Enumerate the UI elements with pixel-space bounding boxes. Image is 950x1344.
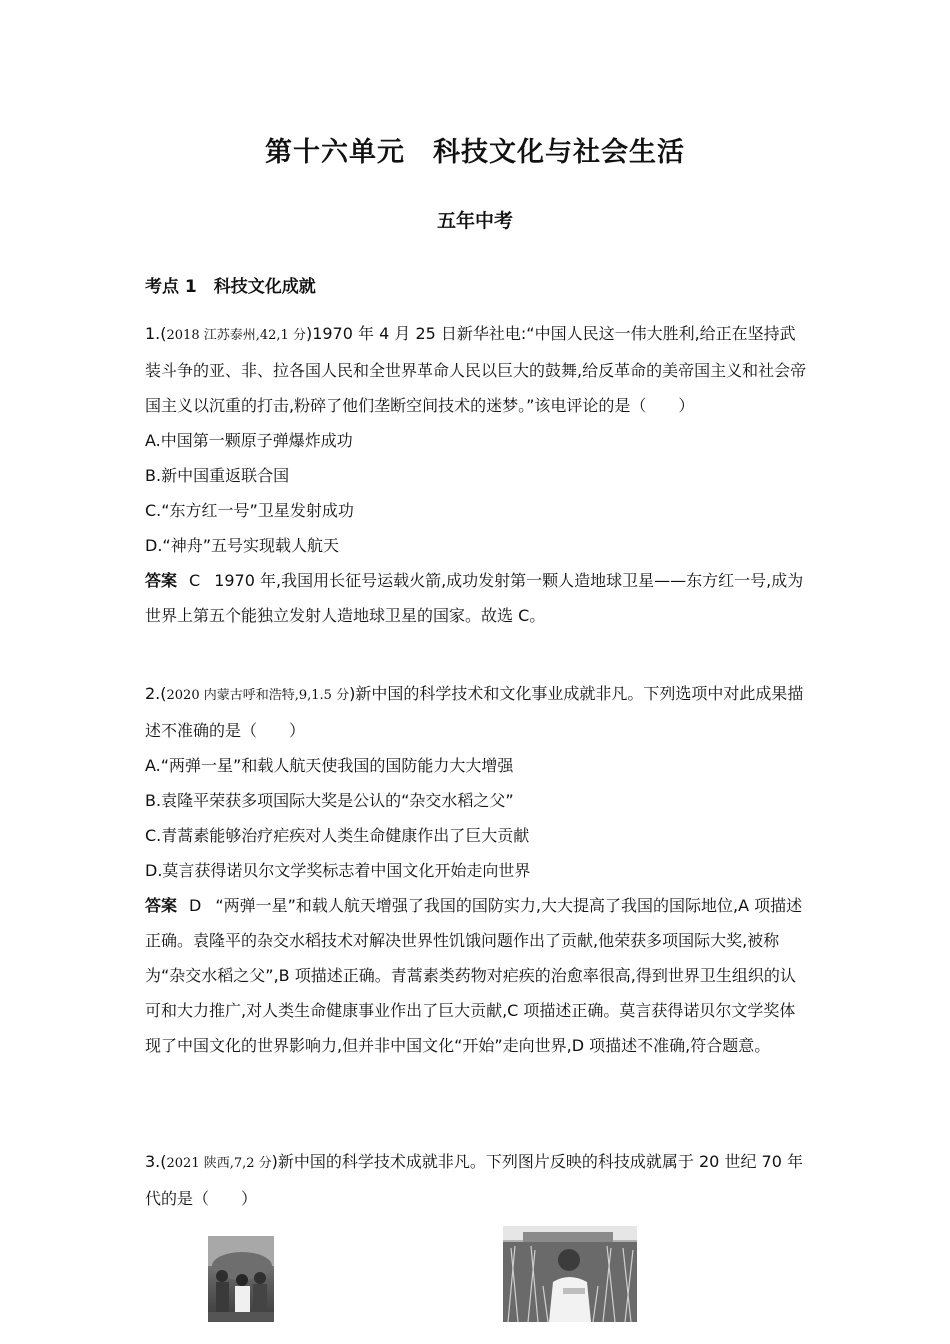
option-b: B.袁隆平荣获多项国际大奖是公认的“杂交水稻之父” xyxy=(145,791,514,810)
option-d: D.莫言获得诺贝尔文学奖标志着中国文化开始走向世界 xyxy=(145,861,531,880)
page-title: 第十六单元 科技文化与社会生活 xyxy=(265,137,685,168)
question-source: 2021 陕西,7,2 分 xyxy=(166,1156,272,1171)
option-c: C.“东方红一号”卫星发射成功 xyxy=(145,501,354,520)
answer xyxy=(145,563,810,633)
photo-rice-field-icon xyxy=(503,1226,637,1322)
answer-letter: D xyxy=(189,896,202,915)
option-c: C.青蒿素能够治疗疟疾对人类生命健康作出了巨大贡献 xyxy=(145,826,530,845)
question-3 xyxy=(145,1144,810,1216)
question-stem: 3.(2021 陕西,7,2 分)新中国的科学技术成就非凡。下列图片反映的科技成就属于 20 世纪 70 年代的是（ ） xyxy=(145,1152,803,1208)
option-a: A.“两弹一星”和载人航天使我国的国防能力大大增强 xyxy=(145,756,514,775)
question-source: 2018 江苏泰州,42,1 分 xyxy=(166,328,306,343)
option-b: B.新中国重返联合国 xyxy=(145,466,290,485)
question-2 xyxy=(145,676,810,1063)
answer-letter: C xyxy=(189,571,201,590)
page-subtitle: 五年中考 xyxy=(436,210,513,232)
option-a: A.中国第一颗原子弹爆炸成功 xyxy=(145,431,353,450)
answer xyxy=(145,888,810,1063)
answer-explanation: 1970 年,我国用长征号运载火箭,成功发射第一颗人造地球卫星——东方红一号,成为世界上第五个能独立发射人造地球卫星的国家。故选 C。 xyxy=(145,571,804,625)
question-stem: 2.(2020 内蒙古呼和浩特,9,1.5 分)新中国的科学技术和文化事业成就非凡。下列选项中对此成果描述不准确的是（ ） xyxy=(145,684,804,740)
section-heading: 考点 1 科技文化成就 xyxy=(145,277,316,297)
answer-explanation: “两弹一星”和载人航天增强了我国的国防实力,大大提高了我国的国际地位,A 项描述正确。袁隆平的杂交水稻技术对解决世界性饥饿问题作出了贡献,他荣获多项国际大奖,被称为“杂交水稻之父”,B 项描述正确。青蒿素类药物对疟疾的治愈率很高,得到世界卫生组织的认可和大力推广,对人类生命健康事业作出了巨大贡献,C 项描述正确。莫言获得诺贝尔文学奖体现了中国文化的世界影响力,但并非中国文化“开始”走向世界,D 项描述不准确,符合题意。 xyxy=(145,896,803,1055)
question-stem: 1.(2018 江苏泰州,42,1 分)1970 年 4 月 25 日新华社电:“中国人民这一伟大胜利,给正在坚持武装斗争的亚、非、拉各国人民和全世界革命人民以巨大的鼓舞,给反革命的美帝国主义和社会帝国主义以沉重的打击,粉碎了他们垄断空间技术的迷梦。”该电评论的是（ ） xyxy=(145,324,807,415)
question-source: 2020 内蒙古呼和浩特,9,1.5 分 xyxy=(166,688,350,703)
question-1 xyxy=(145,316,810,633)
photo-crowd-icon xyxy=(208,1236,274,1322)
answer-label: 答案 xyxy=(145,571,178,590)
answer-label: 答案 xyxy=(145,896,178,915)
option-d: D.“神舟”五号实现载人航天 xyxy=(145,536,339,555)
